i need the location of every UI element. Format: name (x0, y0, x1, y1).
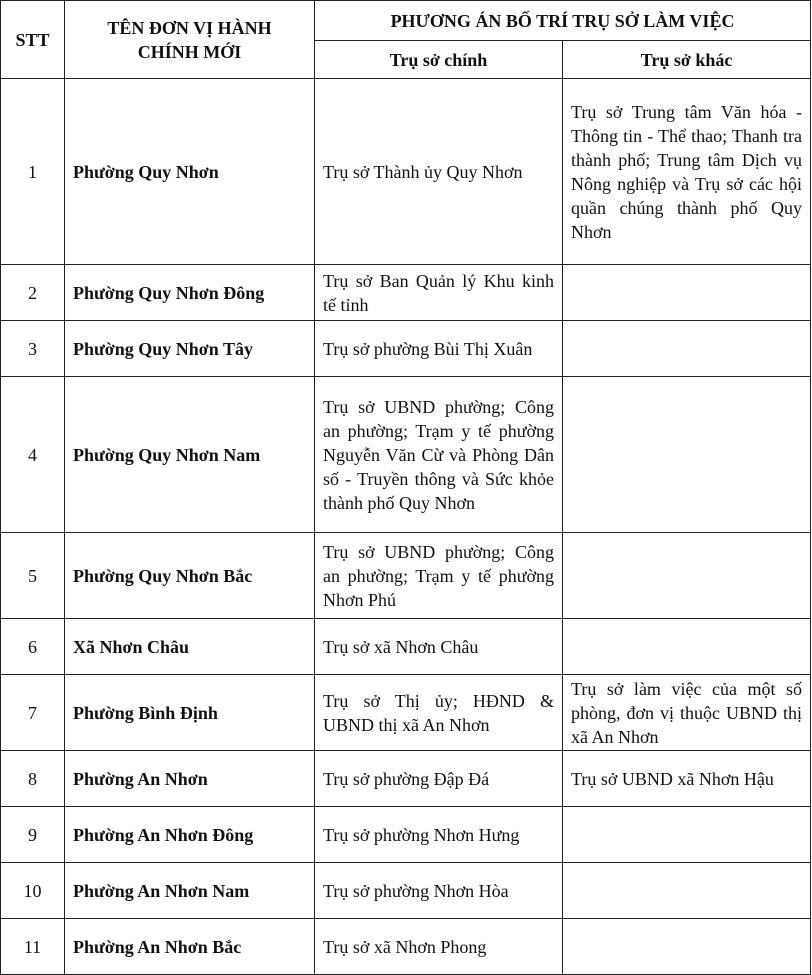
stt-cell: 11 (1, 919, 65, 975)
unit-name-cell: Phường An Nhơn Nam (65, 863, 315, 919)
table-row (1, 533, 811, 619)
unit-name-cell: Phường Quy Nhơn Nam (65, 377, 315, 533)
other-office-cell (563, 265, 811, 321)
stt-cell: 7 (1, 675, 65, 751)
unit-name-cell: Phường Quy Nhơn Tây (65, 321, 315, 377)
main-office-cell: Trụ sở phường Nhơn Hưng (315, 807, 563, 863)
main-office-cell: Trụ sở UBND phường; Công an phường; Trạm y tế phường Nhơn Phú (315, 533, 563, 619)
main-office-cell: Trụ sở UBND phường; Công an phường; Trạm y tế phường Nguyễn Văn Cừ và Phòng Dân số - Truyền thông và Sức khỏe thành phố Quy Nhơn (315, 377, 563, 533)
table-row (1, 619, 811, 675)
stt-cell: 10 (1, 863, 65, 919)
table-row (1, 79, 811, 265)
other-office-cell (563, 807, 811, 863)
header-stt: STT (1, 1, 65, 79)
other-office-cell (563, 533, 811, 619)
header-plan: PHƯƠNG ÁN BỐ TRÍ TRỤ SỞ LÀM VIỆC (315, 1, 811, 41)
table-row (1, 377, 811, 533)
table-row (1, 321, 811, 377)
table-row (1, 807, 811, 863)
header-other-office: Trụ sở khác (563, 41, 811, 79)
other-office-cell: Trụ sở Trung tâm Văn hóa - Thông tin - Thể thao; Thanh tra thành phố; Trung tâm Dịch vụ Nông nghiệp và Trụ sở các hội quần chúng thành phố Quy Nhơn (563, 79, 811, 265)
main-office-cell: Trụ sở phường Đập Đá (315, 751, 563, 807)
stt-cell: 9 (1, 807, 65, 863)
main-office-cell: Trụ sở phường Bùi Thị Xuân (315, 321, 563, 377)
stt-cell: 8 (1, 751, 65, 807)
table-row (1, 863, 811, 919)
stt-cell: 1 (1, 79, 65, 265)
header-row-top (1, 1, 811, 41)
unit-name-cell: Phường An Nhơn (65, 751, 315, 807)
header-main-office: Trụ sở chính (315, 41, 563, 79)
table-row (1, 265, 811, 321)
other-office-cell (563, 863, 811, 919)
main-office-cell: Trụ sở Thị ủy; HĐND & UBND thị xã An Nhơn (315, 675, 563, 751)
table-row (1, 675, 811, 751)
table-row (1, 751, 811, 807)
table-row (1, 919, 811, 975)
other-office-cell (563, 919, 811, 975)
header-unit-name: TÊN ĐƠN VỊ HÀNH CHÍNH MỚI (65, 1, 315, 79)
main-office-cell: Trụ sở phường Nhơn Hòa (315, 863, 563, 919)
main-office-cell: Trụ sở Ban Quản lý Khu kinh tế tỉnh (315, 265, 563, 321)
other-office-cell (563, 321, 811, 377)
stt-cell: 3 (1, 321, 65, 377)
unit-name-cell: Phường An Nhơn Đông (65, 807, 315, 863)
unit-name-cell: Phường Quy Nhơn (65, 79, 315, 265)
main-office-cell: Trụ sở xã Nhơn Châu (315, 619, 563, 675)
other-office-cell (563, 619, 811, 675)
unit-name-cell: Phường Quy Nhơn Đông (65, 265, 315, 321)
other-office-cell: Trụ sở UBND xã Nhơn Hậu (563, 751, 811, 807)
unit-name-cell: Phường Quy Nhơn Bắc (65, 533, 315, 619)
main-office-cell: Trụ sở Thành ủy Quy Nhơn (315, 79, 563, 265)
unit-name-cell: Xã Nhơn Châu (65, 619, 315, 675)
unit-name-cell: Phường An Nhơn Bắc (65, 919, 315, 975)
unit-name-cell: Phường Bình Định (65, 675, 315, 751)
stt-cell: 5 (1, 533, 65, 619)
main-office-cell: Trụ sở xã Nhơn Phong (315, 919, 563, 975)
stt-cell: 4 (1, 377, 65, 533)
stt-cell: 2 (1, 265, 65, 321)
other-office-cell: Trụ sở làm việc của một số phòng, đơn vị thuộc UBND thị xã An Nhơn (563, 675, 811, 751)
stt-cell: 6 (1, 619, 65, 675)
other-office-cell (563, 377, 811, 533)
